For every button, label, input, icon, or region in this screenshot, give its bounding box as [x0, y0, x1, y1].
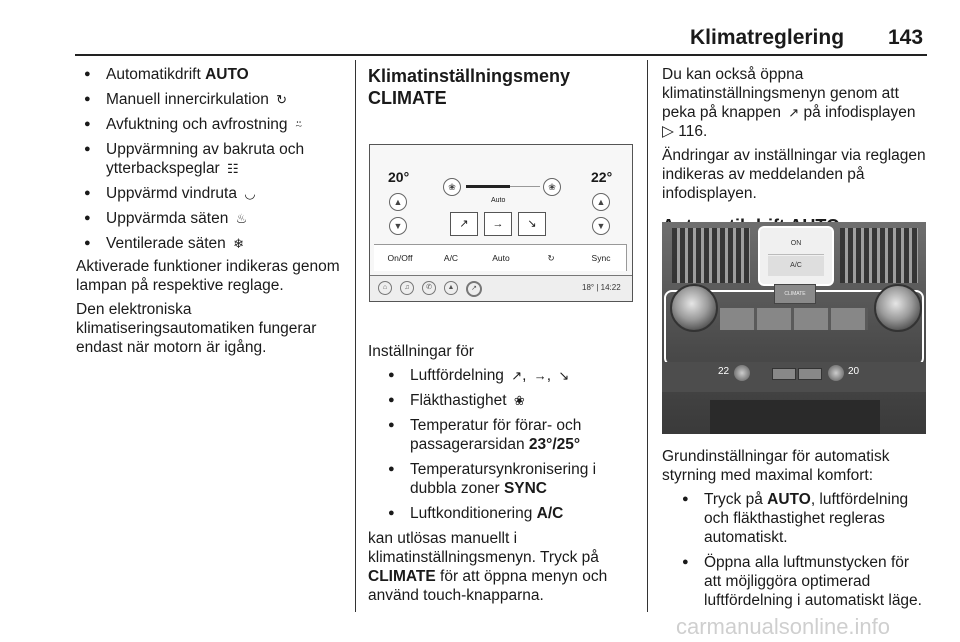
climate-button: CLIMATE — [774, 284, 816, 304]
temp-right-up-icon: ▲ — [592, 193, 610, 211]
air-distribution-mid-icon: → — [484, 212, 512, 236]
paragraph: Du kan också öppna klimatinställningsmenyn genom att peka på knappen ↗ på infodisplayen ▷ 116. — [662, 66, 916, 140]
column-divider-1 — [355, 60, 356, 612]
air-distribution-down-icon: ↘ — [518, 212, 546, 236]
button-row — [720, 308, 868, 330]
list-item: ● Ventilerade säten ❄ — [76, 234, 348, 253]
paragraph: Den elektroniska klimatiseringsautomatiken fungerar endast när motorn är igång. — [76, 301, 317, 356]
column-3 — [662, 65, 930, 245]
screen-status-bar — [370, 275, 632, 302]
left-vent — [672, 228, 750, 283]
left-temp-label: 22 — [718, 366, 730, 377]
section-heading: Klimatinställningsmeny CLIMATE — [368, 66, 571, 108]
air-distribution-up-icon: ↗ — [450, 212, 478, 236]
temp-right-down-icon: ▼ — [592, 217, 610, 235]
paragraph: kan utlösas manuellt i klimatinställningsmenyn. Tryck på CLIMATE för att öppna menyn och använd touch-knapparna. — [368, 530, 608, 604]
phone-icon: ✆ — [422, 281, 436, 295]
zoom-inset — [758, 226, 834, 286]
right-temp-knob — [828, 365, 844, 381]
fan-speed-bar — [466, 185, 510, 188]
climate-icon: ↗ — [788, 105, 800, 120]
list-item: ● Temperatur för förar- och passagerarsidan 23°/25° — [380, 416, 636, 454]
auto-label: Auto — [491, 197, 506, 204]
air-distribution-down-icon: ↘ — [558, 368, 570, 383]
screen-time: 18° | 14:22 — [582, 283, 621, 292]
home-icon: ⌂ — [378, 281, 392, 295]
list-item: ● Luftfördelning ↗, →, ↘ — [380, 366, 636, 385]
column-2 — [368, 65, 636, 117]
nav-icon: ▲ — [444, 281, 458, 295]
air-distribution-up-icon: ↗ — [511, 368, 523, 383]
lower-button — [798, 368, 822, 380]
sync-button: Sync — [576, 244, 627, 271]
right-temp-label: 20 — [848, 366, 860, 377]
list-item: ● Öppna alla luftmunstycken för att möjliggöra optimerad luftfördelning i automatiskt läge. — [674, 553, 930, 610]
auto-button: Auto — [476, 244, 527, 271]
temp-right: 22° — [591, 169, 613, 185]
list-item: ● Manuell innercirkulation ↻ — [76, 90, 348, 109]
right-knob — [874, 284, 922, 332]
list-item: ● Uppvärmda säten ♨ — [76, 209, 348, 228]
ac-button: A/C — [768, 256, 824, 276]
storage-tray — [710, 400, 880, 434]
list-item: ● Tryck på AUTO, luftfördelning och fläkthastighet regleras automatiskt. — [674, 490, 930, 547]
watermark: carmanualsonline.info — [676, 614, 891, 639]
list-item: ● Uppvärmd vindruta ◡ — [76, 184, 348, 203]
paragraph: Aktiverade funktioner indikeras genom lampan på respektive reglage. — [76, 258, 340, 294]
column-1 — [76, 65, 348, 362]
paragraph: Ändringar av inställningar via reglagen indikeras av meddelanden på infodisplayen. — [662, 147, 926, 202]
lower-button — [772, 368, 796, 380]
right-vent — [840, 228, 918, 283]
fan-icon: ❀ — [513, 393, 525, 408]
temp-left: 20° — [388, 169, 410, 185]
list-item: ● Temperatursynkronisering i dubbla zoner SYNC — [380, 460, 636, 498]
recirculation-icon: ↻ — [276, 92, 288, 107]
temp-left-down-icon: ▼ — [389, 217, 407, 235]
heated-seat-icon: ♨ — [235, 211, 248, 226]
control-panel-photo — [662, 222, 926, 434]
column-divider-2 — [647, 60, 648, 612]
recirculation-icon: ↻ — [547, 253, 555, 263]
climate-screen-figure — [369, 144, 633, 302]
page-header-title: Klimatreglering — [690, 26, 845, 49]
paragraph: Grundinställningar för automatisk styrning med maximal komfort: — [662, 448, 890, 484]
rear-defrost-icon: ☷ — [227, 161, 239, 176]
page-ref-arrow-icon: ▷ — [662, 123, 674, 140]
fan-high-icon: ❀ — [543, 178, 561, 196]
page-number: 143 — [888, 26, 924, 49]
fan-speed-track — [510, 186, 540, 187]
column-3-lower — [662, 447, 930, 616]
temp-left-up-icon: ▲ — [389, 193, 407, 211]
list-item: ● Automatikdrift AUTO — [76, 65, 348, 84]
onoff-button: On/Off — [374, 244, 427, 271]
column-2-lower — [368, 342, 636, 610]
windscreen-heat-icon: ◡ — [244, 186, 256, 201]
climate-icon: ↗ — [466, 281, 482, 297]
music-icon: ♫ — [400, 281, 414, 295]
max-defrost-icon: ⍨ — [294, 117, 303, 132]
left-knob — [670, 284, 718, 332]
on-button: ON — [768, 234, 824, 255]
header-rule — [75, 54, 927, 56]
left-temp-knob — [734, 365, 750, 381]
recirculation-button — [526, 244, 577, 271]
list-item: ● Avfuktning och avfrostning ⍨ — [76, 115, 348, 134]
ventilated-seat-icon: ❄ — [233, 236, 244, 251]
air-distribution-mid-icon: → — [533, 368, 547, 383]
list-item: ● Luftkonditionering A/C — [380, 504, 636, 523]
ac-button: A/C — [426, 244, 477, 271]
list-item: ● Fläkthastighet ❀ — [380, 391, 636, 410]
fan-low-icon: ❀ — [443, 178, 461, 196]
list-item: ● Uppvärmning av bakruta och ytterbackspeglar ☷ — [76, 140, 348, 178]
paragraph: Inställningar för — [368, 343, 474, 360]
